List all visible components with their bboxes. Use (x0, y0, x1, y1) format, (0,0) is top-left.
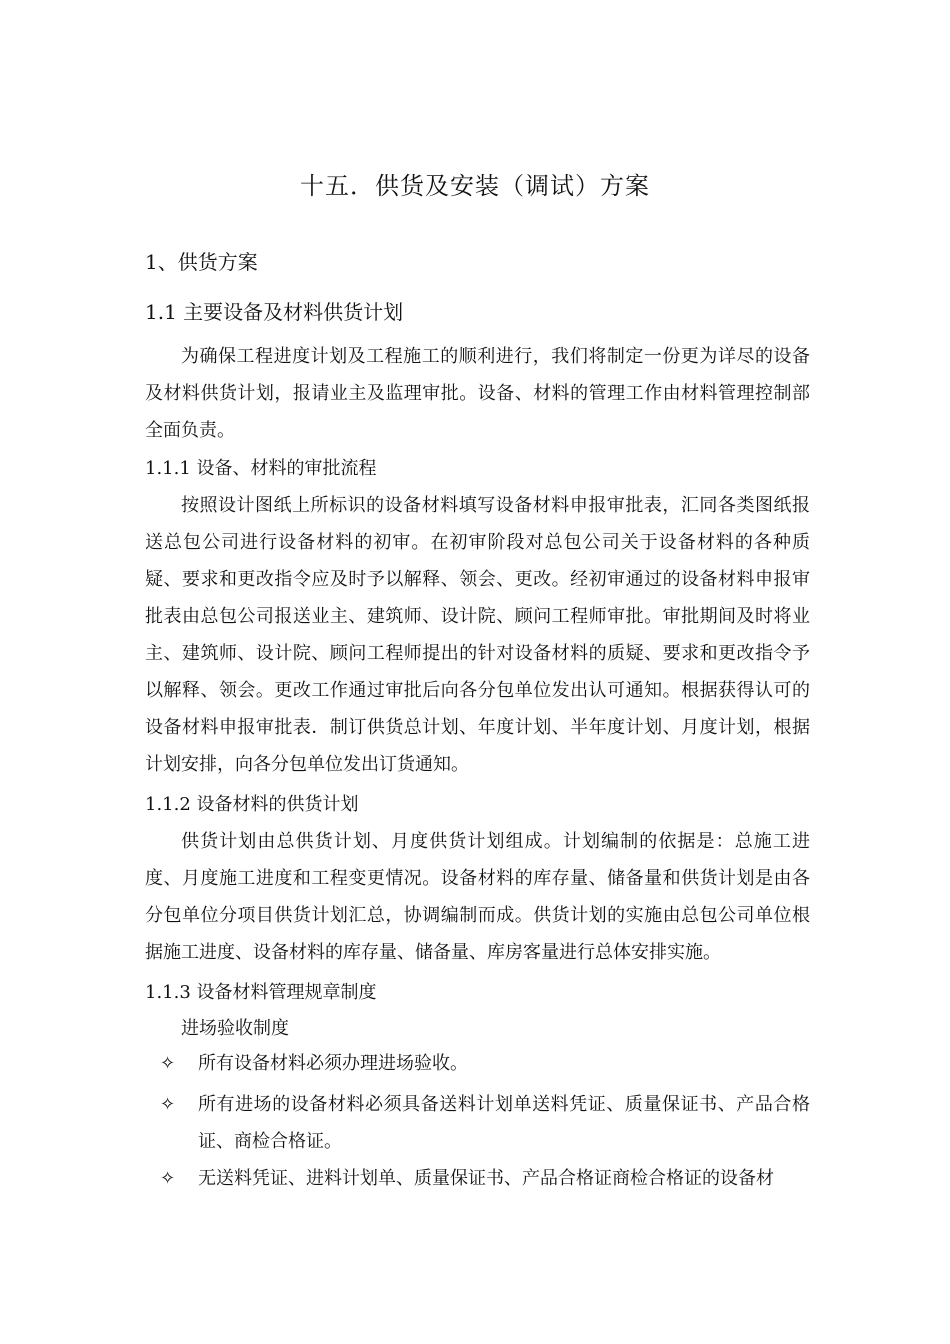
bullet-item (160, 1160, 810, 1197)
section-heading-1-1-1: 1.1.1 设备、材料的审批流程 (145, 458, 377, 479)
section-heading-1-1-3: 1.1.3 设备材料管理规章制度 (145, 982, 377, 1003)
diamond-bullet-icon: ✧ (160, 1053, 176, 1074)
paragraph-intro: 为确保工程进度计划及工程施工的顺利进行，我们将制定一份更为详尽的设备及材料供货计划，报请业主及监理审批。设备、材料的管理工作由材料管理控制部全面负责。 (145, 346, 810, 441)
sub-heading-entry-inspection: 进场验收制度 (181, 1018, 289, 1039)
page-title: 十五．供货及安装（调试）方案 (300, 172, 650, 200)
section-heading-1-1-2: 1.1.2 设备材料的供货计划 (145, 794, 359, 815)
paragraph-approval-process: 按照设计图纸上所标识的设备材料填写设备材料申报审批表，汇同各类图纸报送总包公司进行设备材料的初审。在初审阶段对总包公司关于设备材料的各种质疑、要求和更改指令应及时予以解释、领会、更改。经初审通过的设备材料申报审批表由总包公司报送业主、建筑师、设计院、顾问工程师审批。审批期间及时将业主、建筑师、设计院、顾问工程师提出的针对设备材料的质疑、要求和更改指令予以解释、领会。更改工作通过审批后向各分包单位发出认可通知。根据获得认可的设备材料申报审批表．制订供货总计划、年度计划、半年度计划、月度计划，根据计划安排，向各分包单位发出订货通知。 (145, 495, 810, 775)
bullet-text: 所有设备材料必须办理进场验收。 (198, 1053, 468, 1074)
paragraph-supply-plan: 供货计划由总供货计划、月度供货计划组成。计划编制的依据是：总施工进度、月度施工进度和工程变更情况。设备材料的库存量、储备量和供货计划是由各分包单位分项目供货计划汇总，协调编制而成。供货计划的实施由总包公司单位根据施工进度、设备材料的库存量、储备量、库房客量进行总体安排实施。 (145, 831, 810, 963)
diamond-bullet-icon: ✧ (160, 1094, 176, 1115)
bullet-item (160, 1045, 810, 1082)
section-heading-1: 1、供货方案 (145, 250, 258, 274)
bullet-item (160, 1086, 810, 1160)
bullet-text: 无送料凭证、进料计划单、质量保证书、产品合格证商检合格证的设备材 (198, 1168, 774, 1189)
bullet-text: 所有进场的设备材料必须具备送料计划单送料凭证、质量保证书、产品合格证、商检合格证。 (198, 1094, 810, 1152)
diamond-bullet-icon: ✧ (160, 1168, 176, 1189)
section-heading-1-1: 1.1 主要设备及材料供货计划 (145, 300, 404, 324)
